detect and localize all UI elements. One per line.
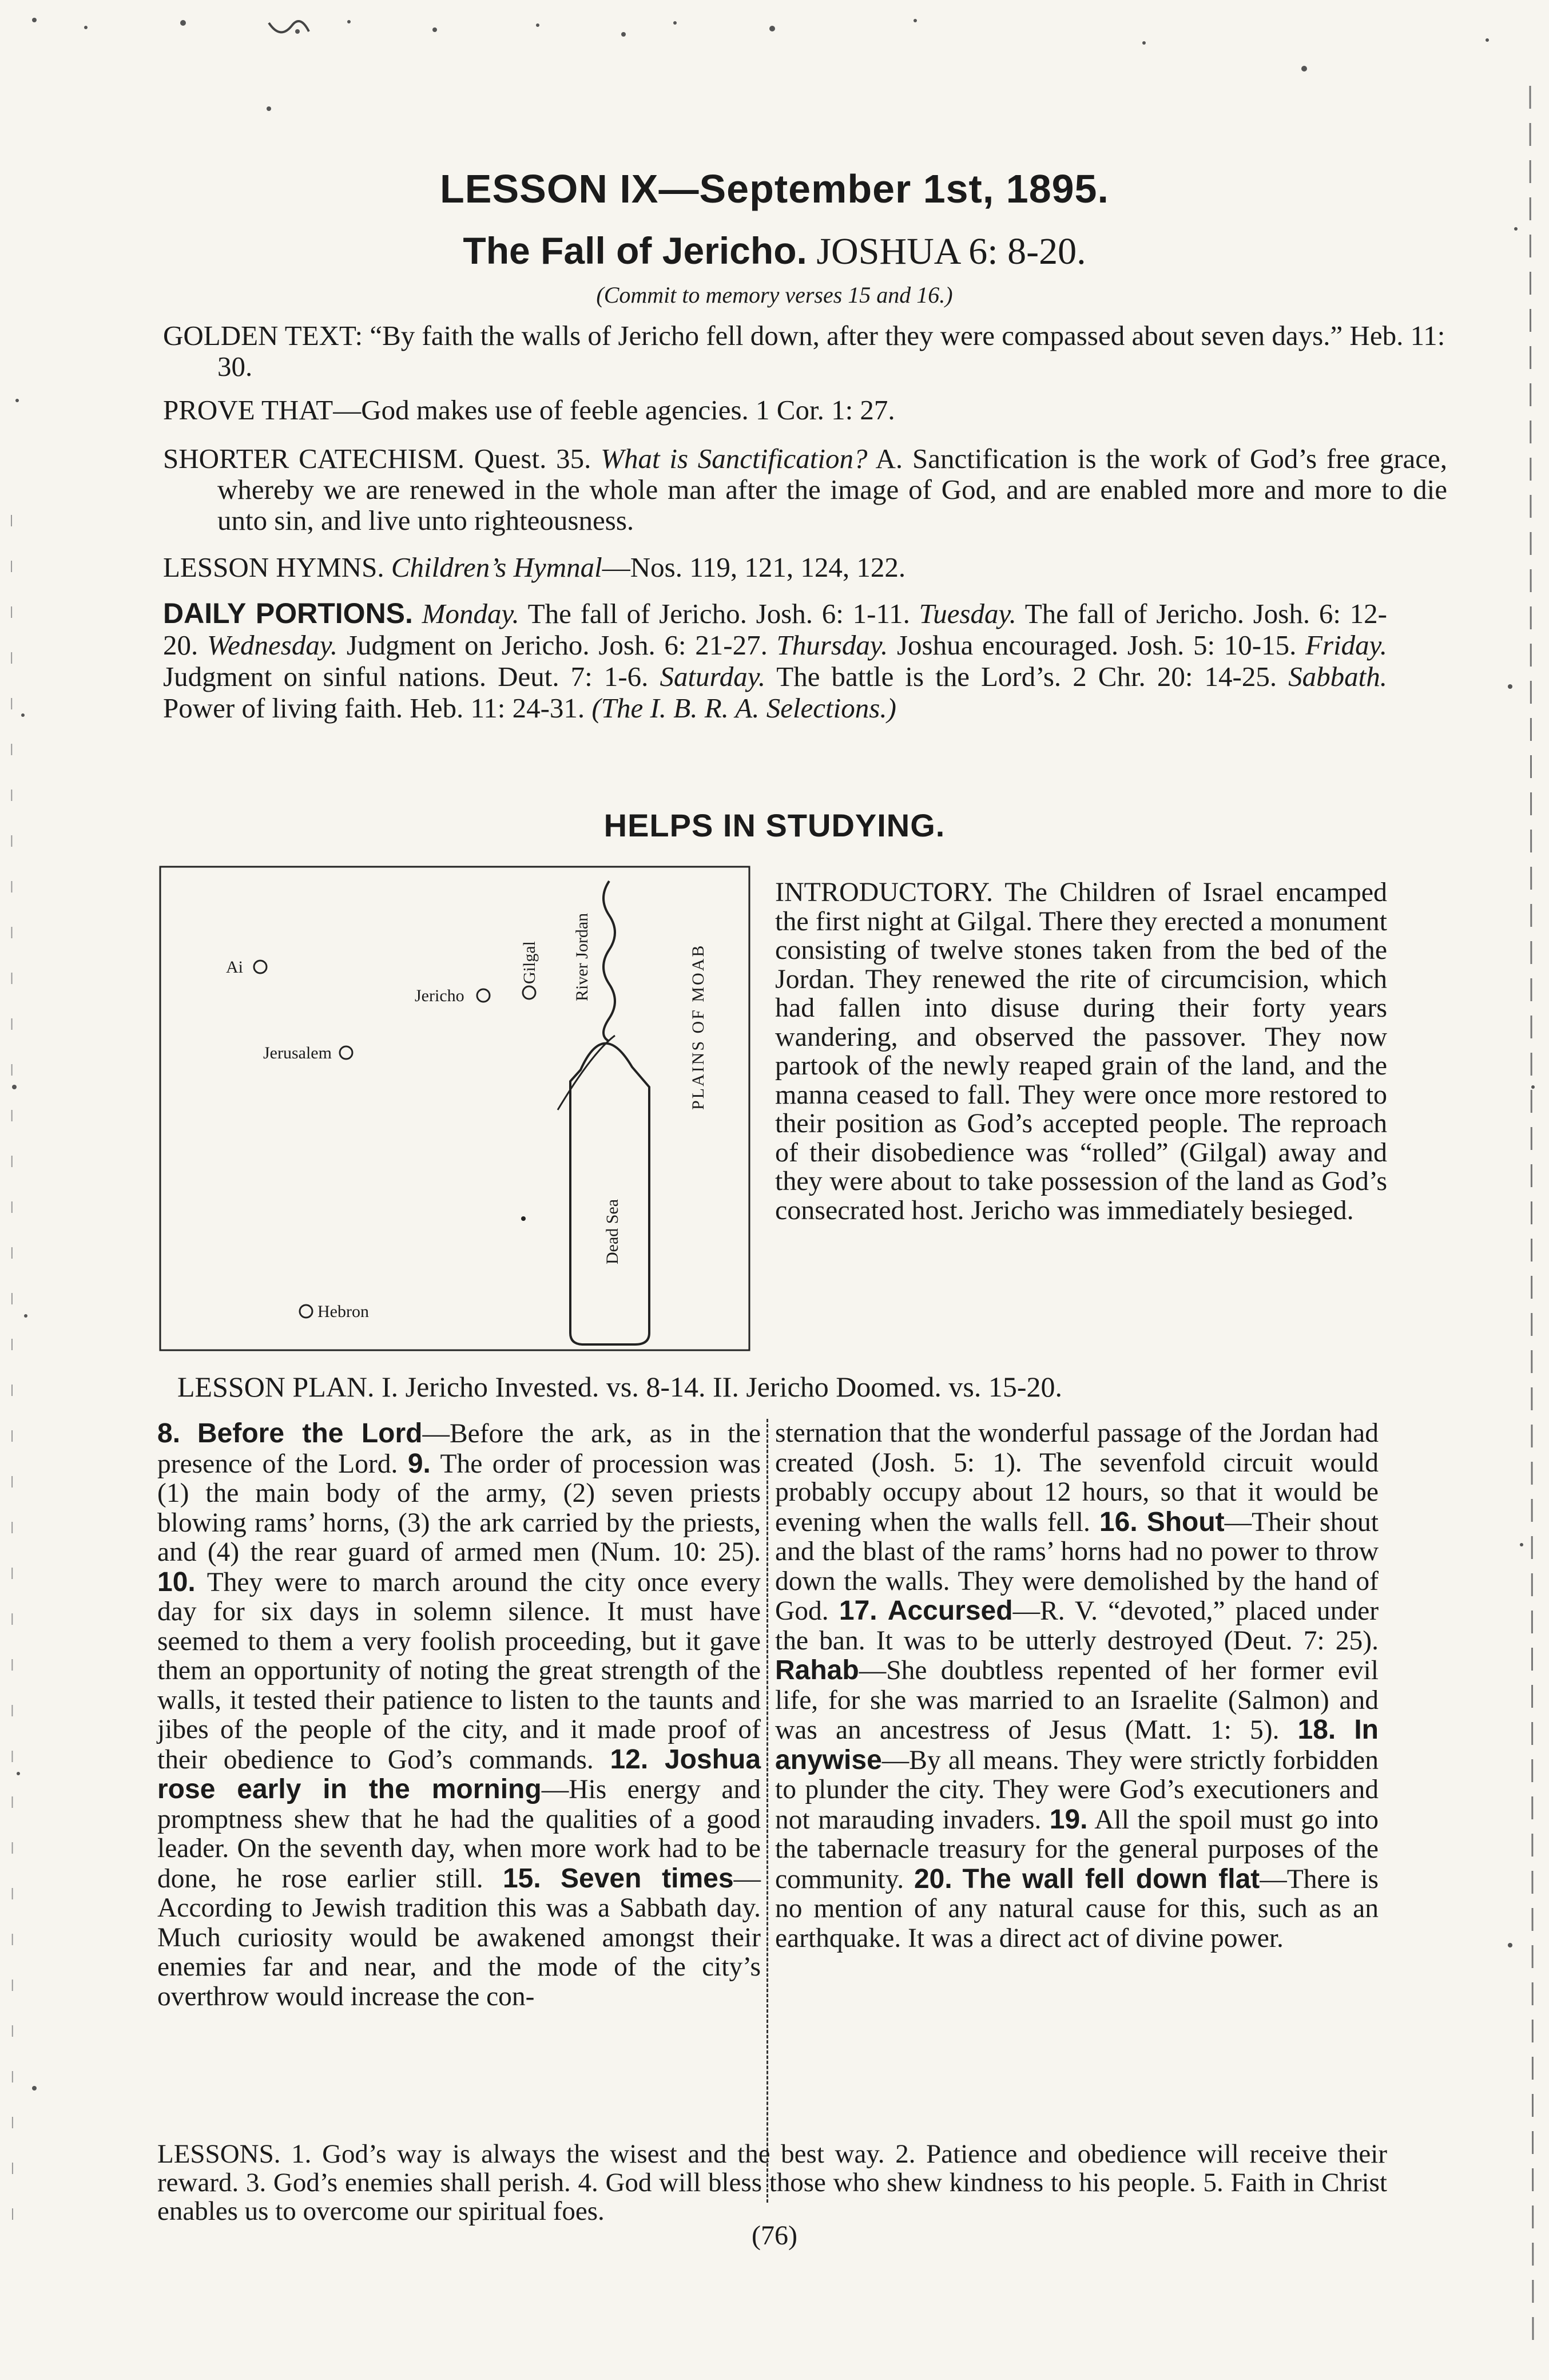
day-tuesday: Tuesday. <box>919 598 1016 629</box>
lesson-hymns <box>163 552 1393 583</box>
lesson-plan-body: I. Jericho Invested. vs. 8-14. II. Jericho Doomed. vs. 15-20. <box>381 1371 1062 1403</box>
introductory-body: The Children of Israel encamped the first night at Gilgal. There they erected a monument consisting of twelve stones taken from the bed of the Jordan. They renewed the rite of circumcision, which had fallen into disuse during their forty years wandering, and observed the passover. They now partook of the newly reaped grain of the land, and the manna ceased to fall. They were once more restored to their position as God’s accepted people. The reproach of their disobedience was “rolled” (Gilgal) away and they were about to take possession of the land as God’s consecrated host. Jericho was immediately besieged. <box>775 877 1387 1225</box>
note-number: 17. <box>839 1596 877 1626</box>
scripture-reference: JOSHUA 6: 8-20. <box>816 231 1086 272</box>
map-label-gilgal: Gilgal <box>520 941 539 984</box>
river-jordan-line <box>603 881 615 1041</box>
note-text: —She doubtless repented of her former evil life, for she was married to an Israelite (Salmon) and was an ancestress of Jesus (Matt. 1: 5). <box>775 1656 1379 1745</box>
lesson-plan <box>177 1370 1379 1403</box>
note-number: 19. <box>1049 1804 1088 1835</box>
note-text: —Before the ark, as in the presence of the Lord. <box>157 1419 761 1479</box>
jerusalem-marker <box>340 1046 352 1059</box>
portion-monday: The fall of Jericho. Josh. 6: 1-11. <box>527 598 910 629</box>
note-text: —R. V. “devoted,” placed under the ban. It was to be utterly destroyed (Deut. 7: 25). <box>775 1596 1379 1656</box>
prove-that-label: PROVE THAT <box>163 394 333 426</box>
note-number: 15. <box>502 1863 541 1894</box>
map-label-plains: PLAINS OF MOAB <box>689 943 708 1110</box>
note-number: 16. <box>1099 1506 1138 1537</box>
introductory-label: INTRODUCTORY. <box>775 877 993 907</box>
portion-sabbath: Power of living faith. Heb. 11: 24-31. <box>163 692 585 724</box>
note-text: The order of procession was (1) the main body of the army, (2) seven priests blowing rams’ horns, (3) the ark carried by the priests, and (4) the rear guard of armed men (Num. 10: 25). <box>157 1449 761 1567</box>
note-text: —According to Jewish tradition this was a Sabbath day. Much curiosity would be awakened amongst their enemies far and near, and the mode of the city’s overthrow would increase the con- <box>157 1863 761 2012</box>
portion-saturday: The battle is the Lord’s. 2 Chr. 20: 14-25. <box>776 661 1277 692</box>
note-number: 12. <box>610 1744 649 1775</box>
notes-right-column <box>775 1419 1379 1953</box>
portion-thursday: Joshua encouraged. Josh. 5: 10-15. <box>896 629 1297 661</box>
note-text: —Their shout and the blast of the rams’ horns had no power to throw down the walls. They were demolished by the hand of God. <box>775 1507 1379 1626</box>
note-text: sternation that the wonderful passage of the Jordan had created (Josh. 5: 1). The sevenfold circuit would probably occupy about 12 hours, so that it would be evening when the walls fell. <box>775 1418 1379 1537</box>
lesson-name: The Fall of Jericho. <box>463 229 807 272</box>
note-heading: In anywise <box>775 1715 1379 1775</box>
daily-portions-note: (The I. B. R. A. Selections.) <box>591 692 896 724</box>
daily-portions <box>163 598 1387 724</box>
notes-left-column <box>157 1419 761 2012</box>
portion-friday: Judgment on sinful nations. Deut. 7: 1-6. <box>163 661 649 692</box>
hymnal-name: Children’s Hymnal <box>391 552 602 583</box>
note-heading: Joshua rose early in the morning <box>157 1744 761 1804</box>
hymn-numbers: —Nos. 119, 121, 124, 122. <box>602 552 906 583</box>
lessons <box>157 2140 1387 2226</box>
commit-note: (Commit to memory verses 15 and 16.) <box>596 282 953 308</box>
note-text: They were to march around the city once every day for six days in solemn silence. It must have seemed to them a very foolish proceeding, but it gave them an opportunity of noting the great strength of the walls, it tested their patience to listen to the taunts and jibes of the people of the city, and it made proof of their obedience to God’s commands. <box>157 1567 761 1775</box>
note-number: 10. <box>157 1566 196 1597</box>
gilgal-marker <box>523 986 535 999</box>
shorter-catechism <box>163 443 1447 536</box>
lessons-label: LESSONS. <box>157 2139 281 2169</box>
column-divider <box>766 1419 768 2203</box>
note-number: 8. <box>157 1418 181 1449</box>
note-heading: Rahab <box>775 1655 859 1685</box>
page-number: (76) <box>752 2220 797 2251</box>
map-label-hebron: Hebron <box>317 1302 369 1321</box>
ai-marker <box>254 961 267 973</box>
portion-tuesday: The fall of Jericho. Josh. 6: 12-20. <box>163 598 1387 661</box>
note-heading: Before the Lord <box>197 1418 423 1449</box>
helps-heading: HELPS IN STUDYING. <box>603 807 946 843</box>
map-label-jerusalem: Jerusalem <box>263 1044 332 1062</box>
day-monday: Monday. <box>422 598 519 629</box>
note-heading: Accursed <box>887 1596 1013 1626</box>
note-text: —By all means. They were strictly forbidden to plunder the city. They were God’s executioners and not marauding invaders. <box>775 1745 1379 1835</box>
day-friday: Friday. <box>1305 629 1387 661</box>
map-label-dead-sea: Dead Sea <box>603 1199 622 1264</box>
prove-that <box>163 395 1393 426</box>
golden-text <box>163 320 1447 382</box>
map-label-ai: Ai <box>226 958 243 977</box>
catechism-quest: Quest. 35. <box>474 443 591 474</box>
lesson-subtitle <box>0 229 1549 273</box>
lesson-plan-label: LESSON PLAN. <box>177 1371 375 1403</box>
catechism-label: SHORTER CATECHISM. <box>163 443 465 474</box>
prove-that-body: —God makes use of feeble agencies. 1 Cor. 1: 27. <box>333 394 895 426</box>
map-label-jericho: Jericho <box>415 986 464 1005</box>
lesson-title: LESSON IX—September 1st, 1895. <box>440 166 1109 211</box>
note-number: 18. <box>1297 1715 1336 1745</box>
map-frame <box>160 867 749 1350</box>
map-label-river: River Jordan <box>573 913 591 1001</box>
note-heading: Shout <box>1146 1506 1225 1537</box>
introductory <box>775 878 1387 1225</box>
hebron-marker <box>300 1305 312 1318</box>
note-text: —There is no mention of any natural cause for this, such as an earthquake. It was a direct act of divine power. <box>775 1864 1379 1953</box>
day-saturday: Saturday. <box>660 661 766 692</box>
note-text: All the spoil must go into the tabernacle treasury for the general purposes of the community. <box>775 1804 1379 1894</box>
catechism-question: What is Sanctification? <box>601 443 868 474</box>
jericho-marker <box>477 989 490 1002</box>
note-heading: The wall fell down flat <box>962 1863 1260 1894</box>
dead-sea-outline <box>570 1044 649 1344</box>
golden-text-label: GOLDEN TEXT: <box>163 320 363 351</box>
day-wednesday: Wednesday. <box>206 629 338 661</box>
jericho-map <box>157 864 755 1353</box>
golden-text-body: “By faith the walls of Jericho fell down, after they were compassed about seven days.” Heb. 11: 30. <box>217 320 1445 382</box>
note-number: 20. <box>913 1863 952 1894</box>
lesson-hymns-label: LESSON HYMNS. <box>163 552 384 583</box>
note-number: 9. <box>407 1448 431 1479</box>
day-thursday: Thursday. <box>776 629 888 661</box>
catechism-answer: A. Sanctification is the work of God’s free grace, whereby we are renewed in the whole man after the image of God, and are enabled more and more to die unto sin, and live unto righteousness. <box>217 443 1448 536</box>
note-text: —His energy and promptness shew that he had the qualities of a good leader. On the seventh day, when more work had to be done, he rose earlier still. <box>157 1775 761 1894</box>
note-heading: Seven times <box>560 1863 734 1894</box>
lessons-body: 1. God’s way is always the wisest and the best way. 2. Patience and obedience will receive their reward. 3. God’s enemies shall perish. 4. God will bless those who shew kindness to his people. 5. Faith in Christ enables us to overcome our spiritual foes. <box>157 2139 1388 2226</box>
portion-wednesday: Judgment on Jericho. Josh. 6: 21-27. <box>346 629 768 661</box>
daily-portions-label: DAILY PORTIONS. <box>163 597 413 629</box>
day-sabbath: Sabbath. <box>1288 661 1387 692</box>
